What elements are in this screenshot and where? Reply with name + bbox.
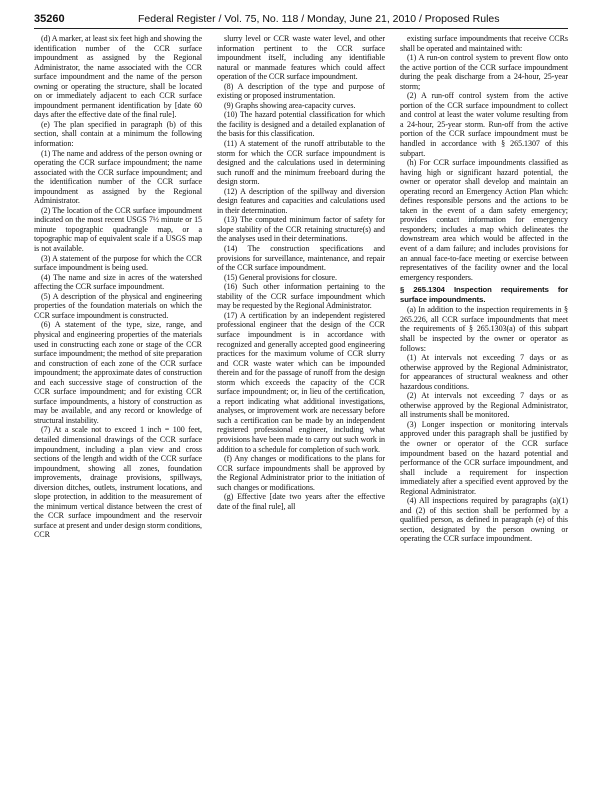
paragraph: (e) The plan specified in paragraph (b) of this section, shall contain at a minimum the following information: (34, 119, 202, 149)
paragraph: (2) A run-off control system from the active portion of the CCR surface impoundment to collect and control at least the water volume resulting from a 24-hour, 25-year storm. Run-off from the active portion of the CCR surface impoundment must be handled in accordance with § 265.1307 of this subpart. (400, 91, 568, 158)
paragraph: (12) A description of the spillway and diversion design features and capacities and calculations used in their determination. (217, 186, 385, 215)
paragraph: (10) The hazard potential classification for which the facility is designed and a detailed explanation of the basis for this classification. (217, 110, 385, 139)
column-1 (34, 34, 202, 794)
column-2 (217, 34, 385, 794)
paragraph: (4) The name and size in acres of the watershed affecting the CCR surface impoundment. (34, 272, 202, 292)
paragraph: (f) Any changes or modifications to the plans for CCR surface impoundments shall be approved by the Regional Administrator prior to the initiation of such changes or modifications. (217, 454, 385, 492)
paragraph: (1) A run-on control system to prevent flow onto the active portion of the CCR surface impoundment during the peak discharge from a 24-hour, 25-year storm; (400, 53, 568, 91)
paragraph: (d) A marker, at least six feet high and showing the identification number of the CCR surface impoundment as assigned by the Regional Administrator, the name associated with the CCR surface impoundment and the name of the person owning or operating the structure, shall be located on or immediately adjacent to each CCR surface impoundment permanent identification by [date 60 days after the effective date of the final rule]. (34, 34, 202, 120)
paragraph: slurry level or CCR waste water level, and other information pertinent to the CCR surface impoundment itself, including any identifiable natural or manmade features which could affect operation of the CCR surface impoundment. (217, 34, 385, 82)
paragraph: (a) In addition to the inspection requirements in § 265.226, all CCR surface impoundments that meet the requirements of § 265.1303(a) of this subpart shall be inspected by the owner or operator as follows: (400, 305, 568, 353)
paragraph: (4) All inspections required by paragraphs (a)(1) and (2) of this section shall be performed by a qualified person, as defined in paragraph (e) of this section, designated by the person owning or operating the CCR surface impoundment. (400, 496, 568, 544)
paragraph: (6) A statement of the type, size, range, and physical and engineering properties of the materials used in constructing each zone or stage of the CCR surface impoundment; the method of site preparation and construction of each zone of the CCR surface impoundment; the approximate dates of construction and each successive stage of construction of the CCR surface impoundment; and for existing CCR surface impoundments, a history of construction as may be available, and any record or knowledge of structural instability. (34, 320, 202, 425)
paragraph: (15) General provisions for closure. (224, 272, 337, 282)
section-heading: § 265.1304 Inspection requirements for surface impoundments. (400, 285, 568, 304)
paragraph: (7) At a scale not to exceed 1 inch = 100 feet, detailed dimensional drawings of the CCR surface impoundment, including a plan view and cross sections of the length and width of the CCR surface impoundment, showing all zones, foundation improvements, drainage provisions, spillways, diversion ditches, outlets, instrument locations, and slope protection, in addition to the measurement of the minimum vertical distance between the crest of the CCR surface impoundment and the reservoir surface at present and under design storm conditions, CCR (34, 425, 202, 540)
paragraph: (9) Graphs showing area-capacity curves. (224, 100, 356, 110)
paragraph: (16) Such other information pertaining to the stability of the CCR surface impoundment which may be requested by the Regional Administrator. (217, 282, 385, 311)
paragraph: (8) A description of the type and purpose of existing or proposed instrumentation. (217, 81, 385, 101)
running-head: Federal Register / Vol. 75, No. 118 / Monday, June 21, 2010 / Proposed Rules (138, 13, 500, 25)
paragraph: (g) Effective [date two years after the effective date of the final rule], all (217, 492, 385, 511)
paragraph: (1) At intervals not exceeding 7 days or as otherwise approved by the Regional Administrator, for appearances of structural weakness and other hazardous conditions. (400, 353, 568, 391)
paragraph: (1) The name and address of the person owning or operating the CCR surface impoundment; the name associated with the CCR surface impoundment; and the identification number of the CCR surface impoundment as assigned by the Regional Administrator. (34, 148, 202, 206)
paragraph: (13) The computed minimum factor of safety for slope stability of the CCR retaining structure(s) and the analyses used in their determinations. (217, 215, 385, 244)
paragraph: (5) A description of the physical and engineering properties of the foundation materials on which the CCR surface impoundment is constructed. (34, 291, 202, 320)
paragraph: existing surface impoundments that receive CCRs shall be operated and maintained with: (400, 34, 568, 53)
page-number: 35260 (34, 13, 65, 25)
column-3 (400, 34, 568, 794)
header-rule (34, 28, 568, 29)
paragraph: (2) At intervals not exceeding 7 days or as otherwise approved by the Regional Administrator, all instruments shall be monitored. (400, 391, 568, 420)
paragraph: (h) For CCR surface impoundments classified as having high or significant hazard potential, the owner or operator shall develop and maintain an operating record an Emergency Action Plan which: defines responsible persons and the actions to be taken in the event of a dam safety emergency; provides contact information for emergency responders; includes a map which delineates the downstream area which would be affected in the event of a dam failure; and includes provisions for an annual face-to-face meeting or exercise between representatives of the facility owner and the local emergency responders. (400, 158, 568, 282)
paragraph: (2) The location of the CCR surface impoundment indicated on the most recent USGS 7½ minute or 15 minute topographic quadrangle map, or a topographic map of equivalent scale if a USGS map is not available. (34, 205, 202, 254)
paragraph: (3) A statement of the purpose for which the CCR surface impoundment is being used. (34, 253, 202, 273)
paragraph: (17) A certification by an independent registered professional engineer that the design of the CCR surface impoundment is in accordance with recognized and generally accepted good engineering practices for the maximum volume of CCR slurry and CCR waste water which can be impounded therein and for the passage of runoff from the design storm which exceeds the capacity of the CCR surface impoundment; or, in lieu of the certification, a report indicating what additional investigations, analyses, or improvement work are necessary before such a certification can be made by an independent registered professional engineer, including what provisions have been made to carry out such work in addition to a schedule for completion of such work. (217, 310, 385, 454)
paragraph: (11) A statement of the runoff attributable to the storm for which the CCR surface impoundment is designed and the calculations used in determining such runoff and the minimum freeboard during the design storm. (217, 139, 385, 187)
paragraph: (3) Longer inspection or monitoring intervals approved under this paragraph shall be justified by the owner or operator of the CCR surface impoundment based on the hazard potential and performance of the CCR surface impoundment, and shall include a requirement for inspection immediately after a specified event approved by the Regional Administrator. (400, 419, 568, 496)
page-header (34, 9, 568, 29)
paragraph: (14) The construction specifications and provisions for surveillance, maintenance, and repair of the CCR surface impoundment. (217, 244, 385, 273)
